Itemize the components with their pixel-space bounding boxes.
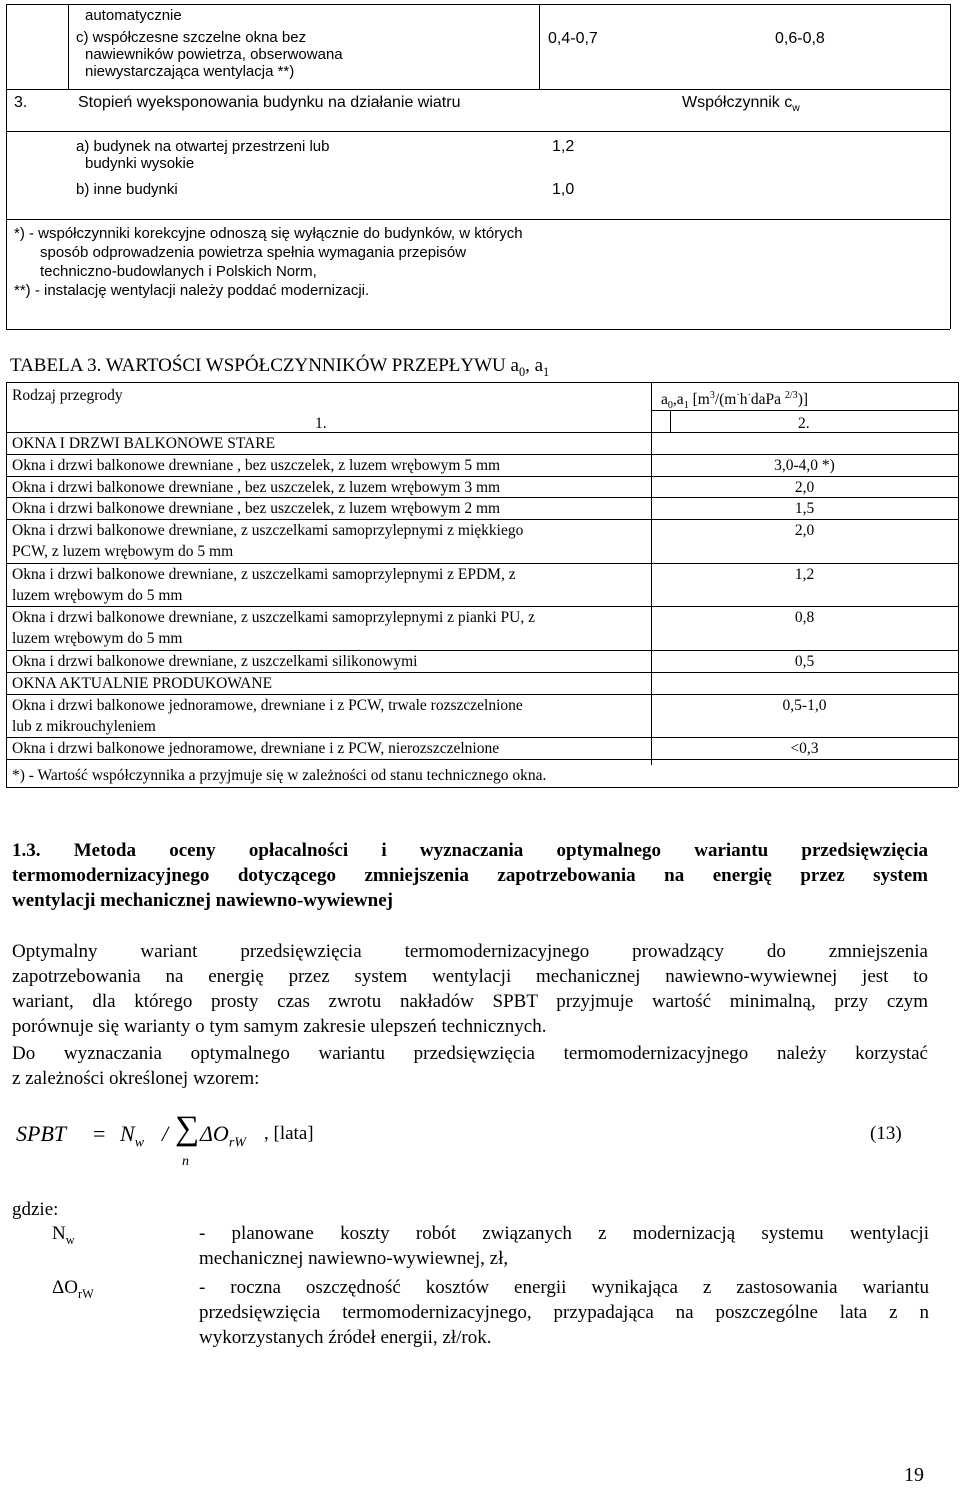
row-c-label — [76, 29, 343, 80]
paragraph-line: porównuje się warianty o tym samym zakresie ulepszeń technicznych. — [12, 1016, 547, 1037]
unit-text: h — [739, 391, 748, 408]
unit-text: a — [661, 391, 668, 408]
table3-row-line: Okna i drzwi balkonowe jednoramowe, drewniane i z PCW, nierozszczelnione — [12, 740, 500, 758]
unit-dot: · — [747, 389, 751, 401]
paragraph-line: Do wyznaczania optymalnego wariantu przedsięwzięcia termomodernizacyjnego należy korzystać — [12, 1043, 928, 1064]
table3-row-line: Okna i drzwi balkonowe drewniane, z uszczelkami silikonowymi — [12, 653, 418, 670]
formula-slash: / — [162, 1121, 169, 1146]
table3-row-line: luzem wrębowym do 5 mm — [12, 630, 183, 648]
paragraph-1 — [12, 939, 928, 1039]
notes — [14, 225, 523, 301]
table3-row-line: OKNA AKTUALNIE PRODUKOWANE — [12, 674, 273, 692]
table3-row-line: luzem wrębowym do 5 mm — [12, 586, 183, 604]
note-line: techniczno-budowlanych i Polskich Norm, — [40, 263, 317, 280]
definition-delta-orw — [199, 1275, 929, 1350]
note-line: *) - współczynniki korekcyjne odnoszą się wyłącznie do budynków, w których — [14, 225, 523, 242]
table3-row-value: <0,3 — [790, 740, 819, 758]
paragraph-line: z zależności określonej wzorem: — [12, 1068, 260, 1089]
note-line: sposób odprowadzenia powietrza spełnia wymagania przepisów — [40, 244, 467, 261]
table3-title-sub: 1 — [543, 364, 550, 379]
table3-row-value: 3,0-4,0 *) — [774, 456, 835, 474]
table3-title-sub: 0 — [518, 364, 526, 379]
table3-row-line: PCW, z luzem wrębowym do 5 mm — [12, 543, 234, 561]
coefficient-header-text: Współczynnik c — [682, 94, 793, 111]
column-number-2: 2. — [798, 415, 810, 432]
table3-row-value: 0,8 — [794, 609, 815, 627]
formula-number: (13) — [870, 1123, 902, 1144]
row-c-line: nawiewników powietrza, obserwowana — [85, 46, 343, 63]
row-a-value: 1,2 — [552, 138, 575, 155]
definition-line: mechanicznej nawiewno-wywiewnej, zł, — [199, 1248, 509, 1269]
paragraph-line: Optymalny wariant przedsięwzięcia termomodernizacyjnego prowadzący do zmniejszenia — [12, 941, 928, 962]
row-a-label — [76, 138, 329, 172]
table3-title-text: , a — [525, 355, 544, 376]
table3-row-line: Okna i drzwi balkonowe drewniane , bez uszczelek, z luzem wrębowym 3 mm — [12, 478, 501, 496]
definition-line: wykorzystanych źródeł energii, zł/rok. — [199, 1327, 492, 1348]
table3-row-value: 0,5-1,0 — [782, 696, 827, 714]
unit-text: /(m — [714, 391, 737, 408]
column-number-1: 1. — [315, 415, 327, 432]
definition-symbol-sub: w — [65, 1232, 75, 1247]
definition-symbol-sub: rW — [77, 1286, 94, 1301]
table3-row-label — [12, 607, 535, 649]
table3-row-label — [12, 477, 500, 498]
formula-n-sub: w — [134, 1135, 145, 1151]
section-3-number: 3. — [14, 94, 28, 111]
unit-sup: 3 — [709, 389, 715, 401]
table3-row-label — [12, 651, 417, 672]
formula-delta-o-text: ΔO — [200, 1121, 229, 1146]
table3-row-label — [12, 564, 516, 606]
sum-subscript: n — [182, 1154, 189, 1169]
paragraph-line: zapotrzebowania na energię przez system wentylacji mechanicznej nawiewno-wywiewnej jest to — [12, 966, 928, 987]
table3-row-value: 0,5 — [794, 653, 815, 670]
row-a-line: a) budynek na otwartej przestrzeni lub — [76, 138, 330, 155]
paragraph-line: wariant, dla którego prosty czas zwrotu nakładów SPBT przyjmuje wartość minimalną, przy czym — [12, 991, 928, 1012]
definition-symbol-nw — [52, 1221, 75, 1246]
row-b-value: 1,0 — [552, 181, 575, 198]
row-a-line: budynki wysokie — [85, 155, 195, 172]
row-b-label: b) inne budynki — [76, 181, 178, 198]
formula-n: N — [120, 1121, 135, 1146]
table3-row-line: Okna i drzwi balkonowe jednoramowe, drewniane i z PCW, trwale rozszczelnione — [12, 696, 523, 714]
unit-text: daPa — [750, 391, 785, 408]
sum-symbol: ∑ — [175, 1110, 200, 1147]
formula-nw — [120, 1121, 145, 1151]
formula-equals: = — [93, 1121, 106, 1146]
definition-line: - roczna oszczędność kosztów energii wynikająca z zastosowania wariantu — [199, 1277, 929, 1298]
unit-sup: 2/3 — [784, 389, 798, 401]
coefficient-header-sub: w — [792, 103, 800, 115]
section-3-title: Stopień wyeksponowania budynku na działanie wiatru — [78, 94, 461, 111]
row-c-value-1: 0,4-0,7 — [548, 30, 598, 47]
table3-row-label — [12, 673, 272, 694]
heading-line: termomodernizacyjnego dotyczącego zmniejszenia zapotrzebowania na energię przez system — [12, 865, 928, 886]
table3-row-value: 1,2 — [794, 565, 815, 583]
definition-line: przedsięwzięcia termomodernizacyjnego, przypadająca na poszczególne lata z n — [199, 1302, 929, 1323]
unit-text: [m — [688, 391, 710, 408]
table3-row-line: OKNA I DRZWI BALKONOWE STARE — [12, 435, 276, 452]
table3-row-value: 2,0 — [794, 522, 815, 540]
row-c-line: niewystarczająca wentylacja **) — [85, 63, 295, 80]
table3-row-label — [12, 738, 499, 759]
column-header-unit — [661, 389, 808, 410]
row-c-prefix: automatycznie — [85, 7, 182, 24]
table3-row-line: Okna i drzwi balkonowe drewniane, z uszczelkami samoprzylepnymi z EPDM, z — [12, 565, 516, 583]
table3-row-line: Okna i drzwi balkonowe drewniane , bez uszczelek, z luzem wrębowym 2 mm — [12, 500, 501, 518]
table3-title — [10, 355, 549, 377]
formula-lhs: SPBT — [16, 1121, 67, 1146]
coefficient-header — [682, 94, 800, 115]
table3-row-label — [12, 520, 523, 562]
table3-row-label — [12, 455, 500, 476]
row-c-value-2: 0,6-0,8 — [775, 30, 825, 47]
section-heading — [12, 838, 928, 913]
note-line: **) - instalację wentylacji należy poddać modernizacji. — [14, 282, 370, 299]
definition-line: - planowane koszty robót związanych z modernizacją systemu wentylacji — [199, 1223, 929, 1244]
definition-nw — [199, 1221, 929, 1271]
table3-footnote: *) - Wartość współczynnika a przyjmuje się w zależności od stanu technicznego okna. — [12, 767, 547, 784]
table3-row-label — [12, 695, 523, 737]
unit-dot: · — [736, 389, 740, 401]
unit-sub: 0 — [667, 400, 673, 412]
table3-row-line: Okna i drzwi balkonowe drewniane, z uszczelkami samoprzylepnymi z miękkiego — [12, 522, 524, 540]
table3-row-line: Okna i drzwi balkonowe drewniane, z uszczelkami samoprzylepnymi z pianki PU, z — [12, 609, 535, 627]
where-label: gdzie: — [12, 1199, 59, 1220]
formula-delta-o-term — [200, 1121, 246, 1151]
definition-symbol: ΔO — [52, 1277, 78, 1298]
unit-text: )] — [797, 391, 809, 408]
table3-row-value: 1,5 — [794, 500, 815, 518]
table3-row-label — [12, 498, 500, 519]
formula-delta-o-sub: rW — [228, 1135, 246, 1151]
definition-symbol: N — [52, 1223, 66, 1244]
heading-line: 1.3. Metoda oceny opłacalności i wyznaczania optymalnego wariantu przedsięwzięcia — [12, 840, 928, 861]
unit-sub: 1 — [683, 400, 689, 412]
definition-symbol-delta-orw — [52, 1275, 94, 1300]
formula-unit: , [lata] — [264, 1123, 314, 1144]
paragraph-2 — [12, 1041, 928, 1091]
table3-row-label — [12, 433, 275, 454]
table3-row-value: 2,0 — [794, 478, 815, 496]
column-header-type: Rodzaj przegrody — [12, 387, 123, 404]
heading-line: wentylacji mechanicznej nawiewno-wywiewnej — [12, 890, 393, 911]
page-number: 19 — [904, 1464, 924, 1486]
row-c-line: c) współczesne szczelne okna bez — [76, 29, 307, 46]
table3-row-line: lub z mikrouchyleniem — [12, 717, 156, 735]
table3-title-text: TABELA 3. WARTOŚCI WSPÓŁCZYNNIKÓW PRZEPŁYWU a — [10, 355, 519, 376]
table3-row-line: Okna i drzwi balkonowe drewniane , bez uszczelek, z luzem wrębowym 5 mm — [12, 456, 501, 474]
unit-text: ,a — [672, 391, 684, 408]
